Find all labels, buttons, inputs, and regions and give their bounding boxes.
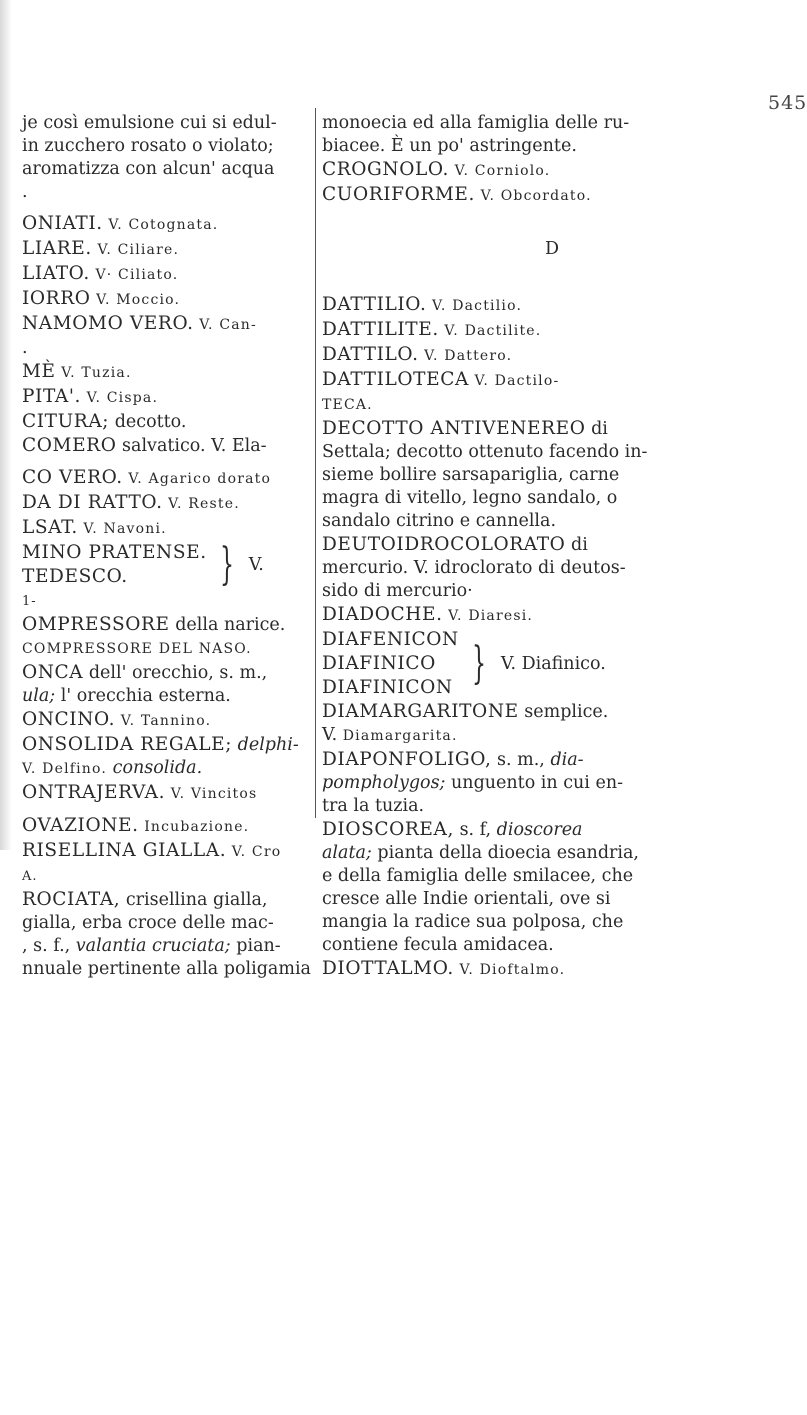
line-text: magra di vitello, legno sandalo, o <box>322 488 618 508</box>
entry-line <box>22 434 304 458</box>
entry-line <box>322 888 782 911</box>
cross-reference: V. Vincitos <box>170 786 258 802</box>
line-text: sido di mercurio· <box>322 581 473 601</box>
headword: DEUTOIDROCOLORATO <box>322 534 566 555</box>
cross-reference: V. Tannino. <box>120 713 212 729</box>
entry-line <box>322 957 782 982</box>
cross-reference: V. Reste. <box>168 496 240 512</box>
entry-line <box>322 368 782 393</box>
right-column <box>322 112 782 982</box>
entry-line <box>322 464 782 487</box>
cross-reference: V. Dactilite. <box>444 323 542 339</box>
headword: ONSOLIDA REGALE; <box>22 734 233 755</box>
entry-line <box>22 287 304 312</box>
line-text: in zucchero rosato o violato; <box>22 136 274 156</box>
ref-prefix: V. Diafinico. <box>500 653 606 674</box>
page-number: 545 <box>768 92 807 114</box>
entry-line <box>22 491 304 516</box>
entry-line <box>22 237 304 262</box>
left-column <box>22 112 311 981</box>
headword: DIAPONFOLIGO, <box>322 749 492 770</box>
entry-line <box>322 865 782 888</box>
entry-line <box>22 158 304 181</box>
headword: OVAZIONE. <box>22 815 139 836</box>
latin-name: pompholygos; <box>322 773 446 793</box>
entry-line <box>22 839 304 864</box>
headword: DATTILIO. <box>322 294 427 315</box>
cross-reference: V. Dactilo- <box>474 373 560 389</box>
cross-reference: V. Diaresi. <box>448 608 534 624</box>
headword: DIAFINICON <box>322 677 453 698</box>
cross-reference: V. Corniolo. <box>454 163 551 179</box>
entry-line <box>22 541 304 589</box>
latin-name: alata; <box>322 843 372 863</box>
line-text: A. <box>22 869 38 884</box>
cross-reference: V. Moccio. <box>96 292 181 308</box>
entry-line <box>322 293 782 318</box>
entry-line <box>22 733 304 757</box>
section-letter-text: D <box>544 239 560 259</box>
line-text: contiene fecula amidacea. <box>322 935 554 955</box>
entry-line <box>322 842 782 865</box>
headword: DIOTTALMO. <box>322 958 454 979</box>
headword: DIADOCHE. <box>322 604 443 625</box>
headword: CO VERO. <box>22 467 123 488</box>
headword: TEDESCO. <box>22 566 128 587</box>
definition-text: pian- <box>236 936 281 956</box>
page-edge-shadow <box>0 0 12 850</box>
headword: CITURA; <box>22 411 110 432</box>
entry-line <box>22 613 304 637</box>
line-text: tra la tuzia. <box>322 796 425 816</box>
headword: LIARE. <box>22 238 92 259</box>
brace-group <box>22 541 304 589</box>
line-text: . <box>22 338 28 358</box>
small-caps-text: COMPRESSORE DEL NASO. <box>22 641 252 657</box>
line-text: 1- <box>22 594 37 609</box>
headword: ROCIATA, <box>22 889 121 910</box>
line-text: biacee. È un po' astringente. <box>322 136 577 156</box>
definition-text: s. m., <box>497 750 545 770</box>
entry-line <box>22 685 304 708</box>
line-text: aromatizza con alcun' acqua <box>22 159 275 179</box>
entry-line <box>22 466 304 491</box>
headword: DIOSCOREA, <box>322 819 454 840</box>
cross-reference: V. Obcordato. <box>480 188 592 204</box>
entry-line <box>322 135 782 158</box>
entry-line <box>22 312 304 337</box>
entry-line <box>322 724 782 748</box>
entry-line <box>22 516 304 541</box>
definition-text: unguento in cui en- <box>451 773 624 793</box>
headword: NAMOMO VERO. <box>22 313 194 334</box>
entry-line <box>322 700 782 724</box>
definition-text: della narice. <box>175 615 286 635</box>
small-caps-text: Diamargarita. <box>342 728 458 744</box>
entry-line <box>322 487 782 510</box>
definition-text: di <box>591 419 608 439</box>
line-text: mercurio. V. idroclorato di deutos- <box>322 558 626 578</box>
entry-line <box>22 212 304 237</box>
entry-line <box>322 112 782 135</box>
line-text: gialla, erba croce delle mac- <box>22 913 274 933</box>
headword: DIAMARGARITONE <box>322 701 519 722</box>
headword: RISELLINA GIALLA. <box>22 840 227 861</box>
entry-line <box>22 112 304 135</box>
curly-brace: } <box>471 638 486 689</box>
curly-brace: } <box>219 539 234 590</box>
headword: MINO PRATENSE. <box>22 542 207 563</box>
cross-reference: V. Can- <box>199 317 257 333</box>
entry-line <box>322 818 782 842</box>
ref-prefix: V. <box>248 554 264 575</box>
entry-line <box>22 912 304 935</box>
headword: ONIATI. <box>22 213 103 234</box>
headword: COMERO <box>22 435 117 456</box>
headword: DIAFINICO <box>322 653 436 674</box>
entry-line <box>22 708 304 733</box>
entry-line <box>22 385 304 410</box>
entry-line <box>322 911 782 934</box>
cross-reference: V. Dioftalmo. <box>459 962 566 978</box>
small-caps-text: TECA. <box>322 397 373 413</box>
entry-line <box>322 158 782 183</box>
headword: PITA'. <box>22 386 82 407</box>
line-text: monoecia ed alla famiglia delle ru- <box>322 113 630 133</box>
entry-line <box>22 864 304 888</box>
entry-line <box>22 360 304 385</box>
entry-line <box>322 603 782 628</box>
entry-line <box>322 748 782 772</box>
line-text: sandalo citrino e cannella. <box>322 511 557 531</box>
definition-text: dell' orecchio, s. m., <box>88 663 268 683</box>
latin-name: ula; <box>22 686 56 706</box>
cross-reference <box>501 653 606 676</box>
entry-line <box>322 318 782 343</box>
cross-reference: V. Cro <box>231 844 282 860</box>
entry-line <box>22 135 304 158</box>
latin-name: dioscorea <box>496 820 583 840</box>
entry-line <box>22 262 304 287</box>
cross-reference: V. Cotognata. <box>108 217 219 233</box>
entry-line <box>22 757 304 781</box>
entry-line <box>22 661 304 685</box>
line-text: . <box>22 182 28 202</box>
brace-headwords <box>322 628 459 700</box>
headword: DECOTTO ANTIVENEREO <box>322 418 586 439</box>
entry-line <box>22 814 304 839</box>
headword: DA DI RATTO. <box>22 492 163 513</box>
headword: OMPRESSORE <box>22 614 170 635</box>
headword: ONCINO. <box>22 709 116 730</box>
headword: CUORIFORME. <box>322 184 476 205</box>
definition-text: s. f, <box>459 820 492 840</box>
headword: DATTILO. <box>322 344 419 365</box>
definition-text: di <box>571 535 588 555</box>
headword: ONCA <box>22 662 84 683</box>
definition-text: l' orecchia esterna. <box>60 686 231 706</box>
line-text: V. <box>322 725 338 745</box>
entry-line <box>22 958 311 981</box>
latin-name: delphi- <box>237 735 299 755</box>
entry-line <box>322 557 782 580</box>
headword: LIATO. <box>22 263 90 284</box>
headword: DATTILOTECA <box>322 369 469 390</box>
entry-line <box>322 934 782 957</box>
column-divider <box>315 108 316 818</box>
cross-reference: V. Dactilio. <box>432 298 523 314</box>
line-text: je così emulsione cui si edul- <box>22 113 277 133</box>
entry-line <box>322 510 782 533</box>
line-text: Settala; decotto ottenuto facendo in- <box>322 442 648 462</box>
entry-line <box>322 393 782 417</box>
latin-name: dia- <box>550 750 584 770</box>
cross-reference: Incubazione. <box>144 819 250 835</box>
headword: LSAT. <box>22 517 78 538</box>
cross-reference: V. Delfino. <box>22 761 108 777</box>
cross-reference: V· Ciliato. <box>95 267 179 283</box>
entry-line <box>22 589 304 613</box>
cross-reference <box>249 554 264 577</box>
line-text: sieme bollire sarsapariglia, carne <box>322 465 620 485</box>
line-text: nnuale pertinente alla poligamia <box>22 959 311 979</box>
cross-reference: V. Ciliare. <box>97 242 180 258</box>
entry-line <box>22 181 304 204</box>
cross-reference: V. Dattero. <box>424 348 513 364</box>
entry-line <box>322 343 782 368</box>
entry-line <box>322 183 782 208</box>
definition-text: pianta della dioecia esandria, <box>377 843 639 863</box>
latin-name: valantia cruciata; <box>75 936 231 956</box>
entry-line <box>22 637 304 661</box>
entry-line <box>322 417 782 441</box>
latin-name: consolida. <box>112 758 203 778</box>
entry-line <box>22 337 304 360</box>
headword: MÈ <box>22 361 56 382</box>
headword: DIAFENICON <box>322 629 459 650</box>
entry-line <box>22 410 304 434</box>
line-text: mangia la radice sua polposa, che <box>322 912 624 932</box>
definition-text: salvatico. V. Ela- <box>122 436 267 456</box>
headword: ONTRAJERVA. <box>22 782 166 803</box>
cross-reference: V. Agarico dorato <box>128 471 272 487</box>
headword: IORRO <box>22 288 91 309</box>
line-text: e della famiglia delle smilacee, che <box>322 866 634 886</box>
section-letter <box>322 238 782 261</box>
headword: CROGNOLO. <box>322 159 450 180</box>
cross-reference: V. Tuzia. <box>61 365 132 381</box>
entry-line <box>322 441 782 464</box>
cross-reference: V. Cispa. <box>86 390 159 406</box>
entry-line <box>322 533 782 557</box>
entry-line <box>22 781 304 806</box>
entry-line <box>322 628 782 700</box>
brace-group <box>322 628 782 700</box>
brace-headwords <box>22 541 207 589</box>
cross-reference: V. Navoni. <box>83 521 167 537</box>
entry-line <box>322 772 782 795</box>
entry-line <box>22 888 304 912</box>
entry-line <box>322 580 782 603</box>
definition-text: crisellina gialla, <box>125 890 268 910</box>
definition-text: decotto. <box>114 412 187 432</box>
line-text: cresce alle Indie orientali, ove si <box>322 889 611 909</box>
definition-text: semplice. <box>524 702 609 722</box>
entry-line <box>322 795 782 818</box>
headword: DATTILITE. <box>322 319 439 340</box>
line-text: , s. f., <box>22 936 71 956</box>
entry-line <box>22 935 304 958</box>
